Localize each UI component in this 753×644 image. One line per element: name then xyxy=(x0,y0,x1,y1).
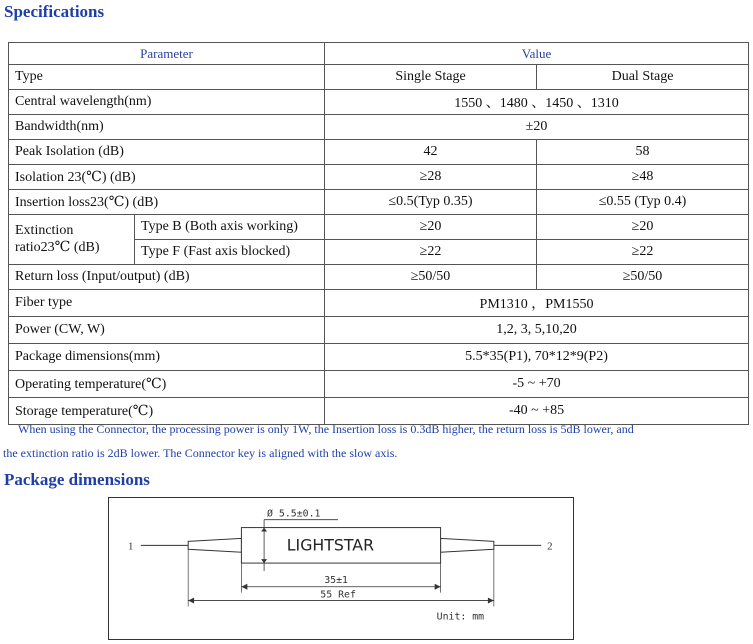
specifications-heading: Specifications xyxy=(4,2,105,21)
cell-single: ≥28 xyxy=(325,165,537,190)
row-label: Package dimensions(mm) xyxy=(9,344,325,371)
cell-dual: ≥20 xyxy=(537,215,749,240)
table-row xyxy=(9,344,749,371)
cell-dual: ≤0.55 (Typ 0.4) xyxy=(537,190,749,215)
brand-logo-text: LIGHTSTAR xyxy=(286,535,375,555)
row-label: Storage temperature(℃) xyxy=(9,398,325,425)
cell-value: -40 ~ +85 xyxy=(325,398,749,425)
row-label: Return loss (Input/output) (dB) xyxy=(9,265,325,290)
row-label: Fiber type xyxy=(9,290,325,317)
cell-single: ≥50/50 xyxy=(325,265,537,290)
cell-value: 1550 、1480 、1450 、1310 xyxy=(325,90,749,115)
table-row xyxy=(9,140,749,165)
port-2-label: 2 xyxy=(547,540,553,553)
table-row xyxy=(9,65,749,90)
total-length-label: 55 Ref xyxy=(320,589,356,601)
row-label: Isolation 23(℃) (dB) xyxy=(9,165,325,190)
table-row xyxy=(9,265,749,290)
table-header-row xyxy=(9,43,749,65)
body-length-arrow-right xyxy=(435,584,441,590)
sub-label-type-f: Type F (Fast axis blocked) xyxy=(135,240,325,265)
cell-value: ±20 xyxy=(325,115,749,140)
package-drawing xyxy=(109,498,573,639)
diameter-label: Ø 5.5±0.1 xyxy=(267,508,321,520)
package-diagram xyxy=(108,497,574,640)
specifications-table xyxy=(8,42,749,425)
table-row xyxy=(9,317,749,344)
row-label: Insertion loss23(℃) (dB) xyxy=(9,190,325,215)
boot-right xyxy=(441,538,494,552)
table-row xyxy=(9,371,749,398)
cell-dual: ≥48 xyxy=(537,165,749,190)
table-row xyxy=(9,290,749,317)
sub-label-type-b: Type B (Both axis working) xyxy=(135,215,325,240)
body-length-arrow-left xyxy=(241,584,247,590)
unit-label: Unit: mm xyxy=(436,611,485,623)
cell-value: -5 ~ +70 xyxy=(325,371,749,398)
extinction-label-line1: Extinction xyxy=(15,223,74,238)
package-dimensions-heading: Package dimensions xyxy=(4,470,150,489)
extinction-label-line2: ratio23℃ (dB) xyxy=(15,240,100,255)
cell-dual: Dual Stage xyxy=(537,65,749,90)
row-label: Type xyxy=(9,65,325,90)
cell-dual: 58 xyxy=(537,140,749,165)
table-row xyxy=(9,398,749,425)
total-length-arrow-right xyxy=(488,598,494,604)
body-length-label: 35±1 xyxy=(324,574,348,586)
total-length-arrow-left xyxy=(188,598,194,604)
table-row xyxy=(9,90,749,115)
cell-value: 1,2, 3, 5,10,20 xyxy=(325,317,749,344)
connector-note-line1: When using the Connector, the processing power is only 1W, the Insertion loss is 0.3dB higher, the return loss is 5dB lower, and xyxy=(18,422,634,436)
table-row xyxy=(9,165,749,190)
table-row xyxy=(9,115,749,140)
connector-note-line2: the extinction ratio is 2dB lower. The Connector key is aligned with the slow axis. xyxy=(3,446,398,460)
cell-single: ≥22 xyxy=(325,240,537,265)
cell-value: 5.5*35(P1), 70*12*9(P2) xyxy=(325,344,749,371)
cell-single: ≥20 xyxy=(325,215,537,240)
cell-single: ≤0.5(Typ 0.35) xyxy=(325,190,537,215)
row-label: Power (CW, W) xyxy=(9,317,325,344)
row-label: Peak Isolation (dB) xyxy=(9,140,325,165)
row-label: Bandwidth(nm) xyxy=(9,115,325,140)
cell-value: PM1310 ，PM1550 xyxy=(325,290,749,317)
cell-dual: ≥50/50 xyxy=(537,265,749,290)
cell-single: 42 xyxy=(325,140,537,165)
cell-dual: ≥22 xyxy=(537,240,749,265)
row-label: Operating temperature(℃) xyxy=(9,371,325,398)
header-parameter: Parameter xyxy=(9,43,325,65)
cell-single: Single Stage xyxy=(325,65,537,90)
table-row xyxy=(9,215,749,240)
table-row xyxy=(9,190,749,215)
header-value: Value xyxy=(325,43,749,65)
row-label: Central wavelength(nm) xyxy=(9,90,325,115)
port-1-label: 1 xyxy=(128,540,134,553)
boot-left xyxy=(188,538,241,552)
extinction-label xyxy=(9,215,135,265)
